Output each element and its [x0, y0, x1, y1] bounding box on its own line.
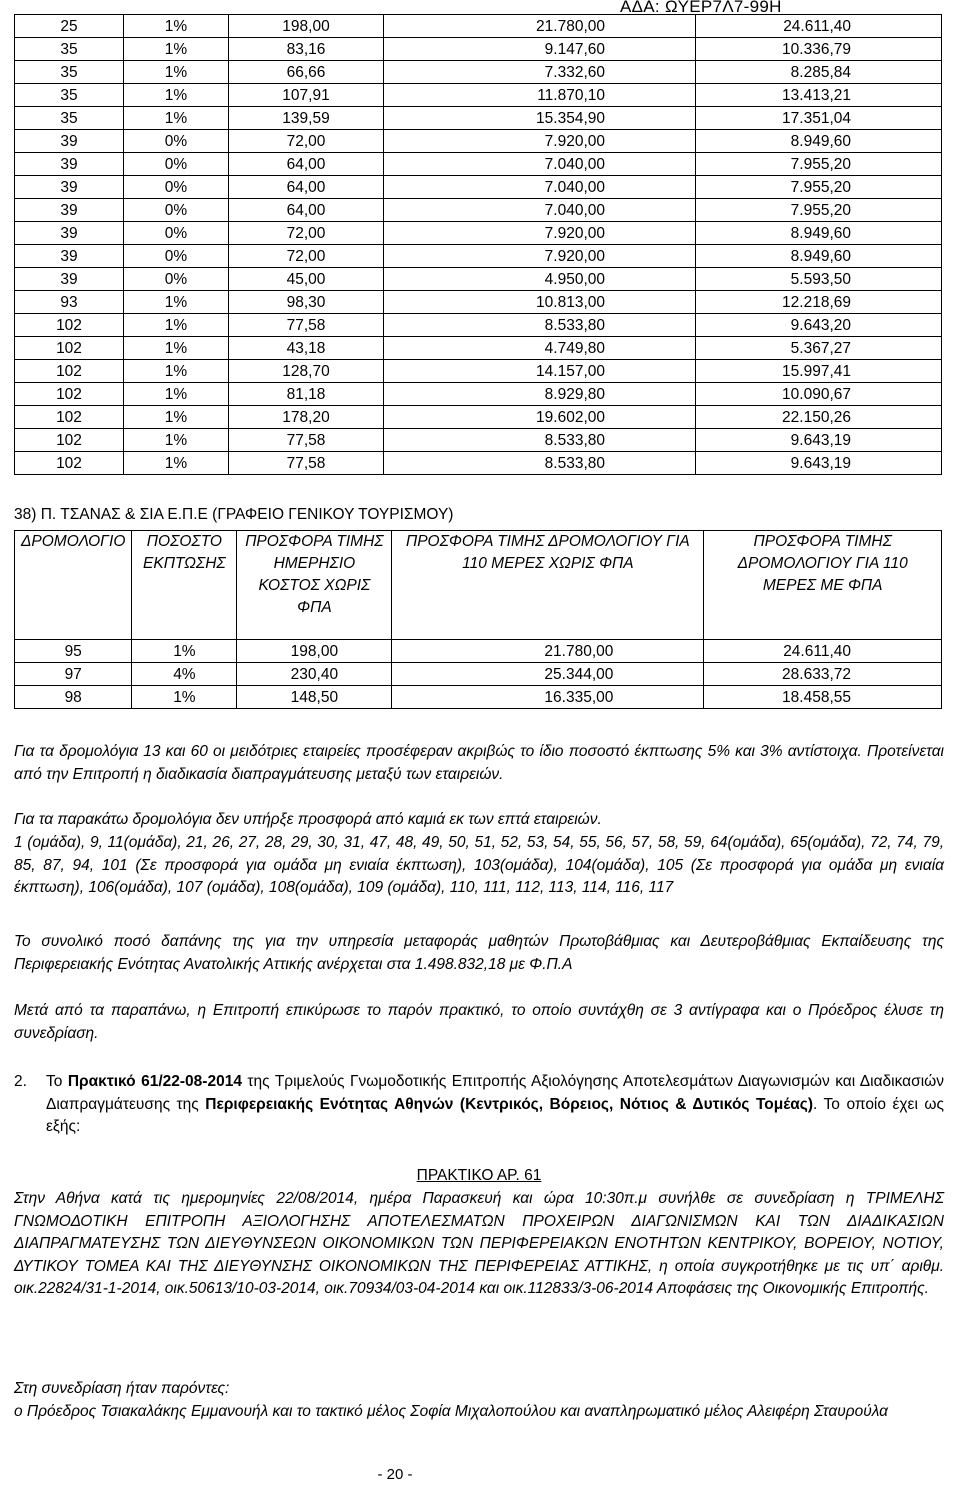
table-cell: 11.870,10: [384, 84, 696, 107]
table-cell: 0%: [124, 199, 229, 222]
table-cell: 25: [15, 15, 124, 38]
header-route: ΔΡΟΜΟΛΟΓΙΟ: [15, 531, 132, 640]
table-row: [15, 222, 942, 245]
table-cell: 1%: [124, 406, 229, 429]
header-110-days-vat: ΠΡΟΣΦΟΡΑ ΤΙΜΗΣ ΔΡΟΜΟΛΟΓΙΟΥ ΓΙΑ 110 ΜΕΡΕΣ ΜΕ ΦΠΑ: [704, 531, 942, 640]
praktiko-body: Στην Αθήνα κατά τις ημερομηνίες 22/08/2014, ημέρα Παρασκευή και ώρα 10:30π.μ συνήλθε σε συνεδρίαση η ΤΡΙΜΕΛΗΣ ΓΝΩΜΟΔΟΤΙΚΗ ΕΠΙΤΡΟΠΗ ΑΞΙΟΛΟΓΗΣΗΣ ΑΠΟΤΕΛΕΣΜΑΤΩΝ ΠΡΟΧΕΙΡΩΝ ΔΙΑΓΩΝΙΣΜΩΝ ΚΑΙ ΤΩΝ ΔΙΑΔΙΚΑΣΙΩΝ ΔΙΑΠΡΑΓΜΑΤΕΥΣΗΣ ΤΩΝ ΔΙΕΥΘΥΝΣΕΩΝ ΟΙΚΟΝΟΜΙΚΩΝ ΤΩΝ ΠΕΡΙΦΕΡΕΙΑΚΩΝ ΕΝΟΤΗΤΩΝ ΚΕΝΤΡΙΚΟΥ, ΒΟΡΕΙΟΥ, ΝΟΤΙΟΥ, ΔΥΤΙΚΟΥ ΤΟΜΕΑ ΚΑΙ ΤΗΣ ΔΙΕΥΘΥΝΣΗΣ ΟΙΚΟΝΟΜΙΚΩΝ ΤΗΣ ΠΕΡΙΦΕΡΕΙΑΣ ΑΤΤΙΚΗΣ, η οποία συγκροτήθηκε με τις υπ΄ αριθμ. οικ.22824/31-1-2014, οικ.50613/10-03-2014, οικ.70934/03-04-2014 και οικ.112833/3-06-2014 Αποφάσεις της Οικονομικής Επιτροπής.: [14, 1190, 944, 1297]
table-cell: 1%: [132, 640, 237, 663]
table-cell: 10.813,00: [384, 291, 696, 314]
table-cell: 5.367,27: [696, 337, 942, 360]
table-cell: 39: [15, 268, 124, 291]
table-cell: 9.147,60: [384, 38, 696, 61]
table-cell: 45,00: [229, 268, 384, 291]
table-cell: 14.157,00: [384, 360, 696, 383]
table-cell: 0%: [124, 130, 229, 153]
praktiko-title: ΠΡΑΚΤΙΚΟ ΑΡ. 61: [416, 1167, 542, 1184]
table-cell: 22.150,26: [696, 406, 942, 429]
table-cell: 15.354,90: [384, 107, 696, 130]
table-cell: 8.533,80: [384, 314, 696, 337]
table-cell: 7.955,20: [696, 153, 942, 176]
table-cell: 1%: [132, 686, 237, 709]
table-cell: 19.602,00: [384, 406, 696, 429]
table-row: [15, 360, 942, 383]
table-cell: 102: [15, 429, 124, 452]
table-row: [15, 452, 942, 475]
table-cell: 102: [15, 383, 124, 406]
table-cell: 35: [15, 107, 124, 130]
table-cell: 7.955,20: [696, 199, 942, 222]
table-cell: 9.643,19: [696, 452, 942, 475]
table-cell: 72,00: [229, 130, 384, 153]
table-cell: 102: [15, 314, 124, 337]
table-row: [15, 130, 942, 153]
present-label: Στη συνεδρίαση ήταν παρόντες:: [14, 1380, 230, 1397]
table-cell: 4.950,00: [384, 268, 696, 291]
paragraph-closing: Μετά από τα παραπάνω, η Επιτροπή επικύρωσε το παρόν πρακτικό, το οποίο συντάχθη σε 3 αντίγραφα και ο Πρόεδρος έλυσε τη συνεδρίαση.: [14, 1002, 944, 1042]
table-cell: 28.633,72: [704, 663, 942, 686]
item-2-text: Το Πρακτικό 61/22-08-2014 της Τριμελούς Γνωμοδοτικής Επιτροπής Αξιολόγησης Αποτελεσμάτων Διαγωνισμών και Διαδικασιών Διαπραγμάτευσης της Περιφερειακής Ενότητας Αθηνών (Κεντρικός, Βόρειος, Νότιος & Δυτικός Τομέας). Το οποίο έχει ως εξής:: [46, 1073, 944, 1135]
table-row: [15, 337, 942, 360]
table-cell: 35: [15, 61, 124, 84]
table-row: [15, 314, 942, 337]
paragraph-tie: Για τα δρομολόγια 13 και 60 οι μειδότριες εταιρείες προσέφεραν ακριβώς το ίδιο ποσοστό έκπτωσης 5% και 3% αντίστοιχα. Προτείνεται από την Επιτροπή η διαδικασία διαπραγμάτευσης μεταξύ των εταιρειών.: [14, 743, 944, 783]
table-cell: 15.997,41: [696, 360, 942, 383]
table-cell: 35: [15, 84, 124, 107]
table-cell: 107,91: [229, 84, 384, 107]
table-cell: 39: [15, 199, 124, 222]
table-cell: 10.090,67: [696, 383, 942, 406]
table-cell: 7.920,00: [384, 130, 696, 153]
table-cell: 64,00: [229, 153, 384, 176]
table-cell: 1%: [124, 107, 229, 130]
table-cell: 8.533,80: [384, 429, 696, 452]
table-cell: 21.780,00: [384, 15, 696, 38]
table-cell: 0%: [124, 153, 229, 176]
table-cell: 39: [15, 176, 124, 199]
table-row: [15, 176, 942, 199]
table-cell: 83,16: [229, 38, 384, 61]
page-number: - 20 -: [377, 1466, 413, 1483]
table-cell: 12.218,69: [696, 291, 942, 314]
table-cell: 1%: [124, 61, 229, 84]
table-cell: 8.285,84: [696, 61, 942, 84]
table-cell: 8.929,80: [384, 383, 696, 406]
table-cell: 81,18: [229, 383, 384, 406]
table-cell: 1%: [124, 84, 229, 107]
table-row: [15, 61, 942, 84]
table-row: [15, 15, 942, 38]
table-row: [15, 291, 942, 314]
table-cell: 4.749,80: [384, 337, 696, 360]
table-cell: 1%: [124, 429, 229, 452]
table-cell: 0%: [124, 268, 229, 291]
table-cell: 198,00: [237, 640, 392, 663]
table-row: [15, 107, 942, 130]
table-cell: 66,66: [229, 61, 384, 84]
table-cell: 1%: [124, 38, 229, 61]
table-cell: 17.351,04: [696, 107, 942, 130]
table-cell: 39: [15, 153, 124, 176]
table-cell: 178,20: [229, 406, 384, 429]
table-cell: 43,18: [229, 337, 384, 360]
table-cell: 1%: [124, 291, 229, 314]
table-cell: 7.955,20: [696, 176, 942, 199]
table-cell: 7.040,00: [384, 153, 696, 176]
table-cell: 148,50: [237, 686, 392, 709]
table-cell: 9.643,19: [696, 429, 942, 452]
present-members: ο Πρόεδρος Τσιακαλάκης Εμμανουήλ και το τακτικό μέλος Σοφία Μιχαλοπούλου και αναπληρωματικό μέλος Αλειφέρη Σταυρούλα: [14, 1403, 889, 1420]
table-cell: 102: [15, 337, 124, 360]
table-cell: 72,00: [229, 245, 384, 268]
table-cell: 39: [15, 130, 124, 153]
table-row: [15, 640, 942, 663]
table-cell: 13.413,21: [696, 84, 942, 107]
table-cell: 128,70: [229, 360, 384, 383]
table-cell: 7.332,60: [384, 61, 696, 84]
paragraph-route-list: 1 (ομάδα), 9, 11(ομάδα), 21, 26, 27, 28, 29, 30, 31, 47, 48, 49, 50, 51, 52, 53, 54, 55, 56, 57, 58, 59, 64(ομάδα), 65(ομάδα), 72, 74, 79, 85, 87, 94, 101 (Σε προσφορά για ομάδα μη ενιαία έκπτωση), 103(ομάδα), 104(ομάδα), 105 (Σε προσφορά για ομάδα μη ενιαία έκπτωση), 106(ομάδα), 107 (ομάδα), 108(ομάδα), 109 (ομάδα), 110, 111, 112, 113, 114, 116, 117: [14, 834, 944, 896]
table-cell: 21.780,00: [392, 640, 704, 663]
table-cell: 7.920,00: [384, 222, 696, 245]
table-cell: 98,30: [229, 291, 384, 314]
table-cell: 95: [15, 640, 132, 663]
table-row: [15, 686, 942, 709]
table-cell: 1%: [124, 452, 229, 475]
header-110-days-no-vat: ΠΡΟΣΦΟΡΑ ΤΙΜΗΣ ΔΡΟΜΟΛΟΓΙΟΥ ΓΙΑ 110 ΜΕΡΕΣ ΧΩΡΙΣ ΦΠΑ: [392, 531, 704, 640]
table-cell: 8.949,60: [696, 222, 942, 245]
table-cell: 35: [15, 38, 124, 61]
table-cell: 77,58: [229, 429, 384, 452]
table-header-row: [15, 531, 942, 640]
table-cell: 10.336,79: [696, 38, 942, 61]
table-cell: 98: [15, 686, 132, 709]
table-cell: 0%: [124, 222, 229, 245]
table-cell: 7.040,00: [384, 176, 696, 199]
table-cell: 24.611,40: [704, 640, 942, 663]
table-cell: 39: [15, 222, 124, 245]
table-cell: 4%: [132, 663, 237, 686]
paragraph-total-cost: Το συνολικό ποσό δαπάνης της για την υπηρεσία μεταφοράς μαθητών Πρωτοβάθμιας και Δευτεροβάθμιας Εκπαίδευσης της Περιφερειακής Ενότητας Ανατολικής Αττικής ανέρχεται στα 1.498.832,18 με Φ.Π.Α: [14, 933, 944, 973]
table-cell: 72,00: [229, 222, 384, 245]
table-cell: 25.344,00: [392, 663, 704, 686]
table-row: [15, 663, 942, 686]
table-cell: 77,58: [229, 452, 384, 475]
table-cell: 1%: [124, 360, 229, 383]
table-row: [15, 429, 942, 452]
table-row: [15, 245, 942, 268]
item-2-number: 2.: [14, 1073, 27, 1090]
table-cell: 8.949,60: [696, 130, 942, 153]
table-cell: 1%: [124, 15, 229, 38]
table-cell: 1%: [124, 314, 229, 337]
table-cell: 0%: [124, 245, 229, 268]
item-2: [14, 1071, 944, 1139]
table-row: [15, 383, 942, 406]
table-cell: 230,40: [237, 663, 392, 686]
table-cell: 0%: [124, 176, 229, 199]
table-cell: 8.949,60: [696, 245, 942, 268]
table-cell: 102: [15, 452, 124, 475]
table-cell: 93: [15, 291, 124, 314]
ada-code: ΑΔΑ: ΩΥΕΡ7Λ7-99Η: [620, 0, 782, 16]
table-cell: 97: [15, 663, 132, 686]
table-row: [15, 268, 942, 291]
header-discount: ΠΟΣΟΣΤΟ ΕΚΠΤΩΣΗΣ: [132, 531, 237, 640]
table-cell: 64,00: [229, 199, 384, 222]
table-cell: 7.040,00: [384, 199, 696, 222]
table-row: [15, 406, 942, 429]
table-cell: 16.335,00: [392, 686, 704, 709]
table-cell: 1%: [124, 383, 229, 406]
table-cell: 102: [15, 406, 124, 429]
header-daily-cost: ΠΡΟΣΦΟΡΑ ΤΙΜΗΣ ΗΜΕΡΗΣΙΟ ΚΟΣΤΟΣ ΧΩΡΙΣ ΦΠΑ: [237, 531, 392, 640]
table-cell: 1%: [124, 337, 229, 360]
table-cell: 5.593,50: [696, 268, 942, 291]
table-cell: 198,00: [229, 15, 384, 38]
table-cell: 24.611,40: [696, 15, 942, 38]
table-cell: 39: [15, 245, 124, 268]
table-cell: 64,00: [229, 176, 384, 199]
table-cell: 8.533,80: [384, 452, 696, 475]
offers-table-continued: [14, 14, 942, 475]
table-cell: 18.458,55: [704, 686, 942, 709]
table-row: [15, 38, 942, 61]
table-cell: 77,58: [229, 314, 384, 337]
table-cell: 139,59: [229, 107, 384, 130]
table-row: [15, 199, 942, 222]
table-cell: 7.920,00: [384, 245, 696, 268]
table-cell: 102: [15, 360, 124, 383]
table-row: [15, 84, 942, 107]
section-38-title: 38) Π. ΤΣΑΝΑΣ & ΣΙΑ Ε.Π.Ε (ΓΡΑΦΕΙΟ ΓΕΝΙΚΟΥ ΤΟΥΡΙΣΜΟΥ): [14, 506, 454, 523]
table-cell: 9.643,20: [696, 314, 942, 337]
offers-table-38: [14, 530, 942, 709]
paragraph-no-offers: Για τα παρακάτω δρομολόγια δεν υπήρξε προσφορά από καμιά εκ των επτά εταιρειών.: [14, 811, 602, 828]
table-row: [15, 153, 942, 176]
